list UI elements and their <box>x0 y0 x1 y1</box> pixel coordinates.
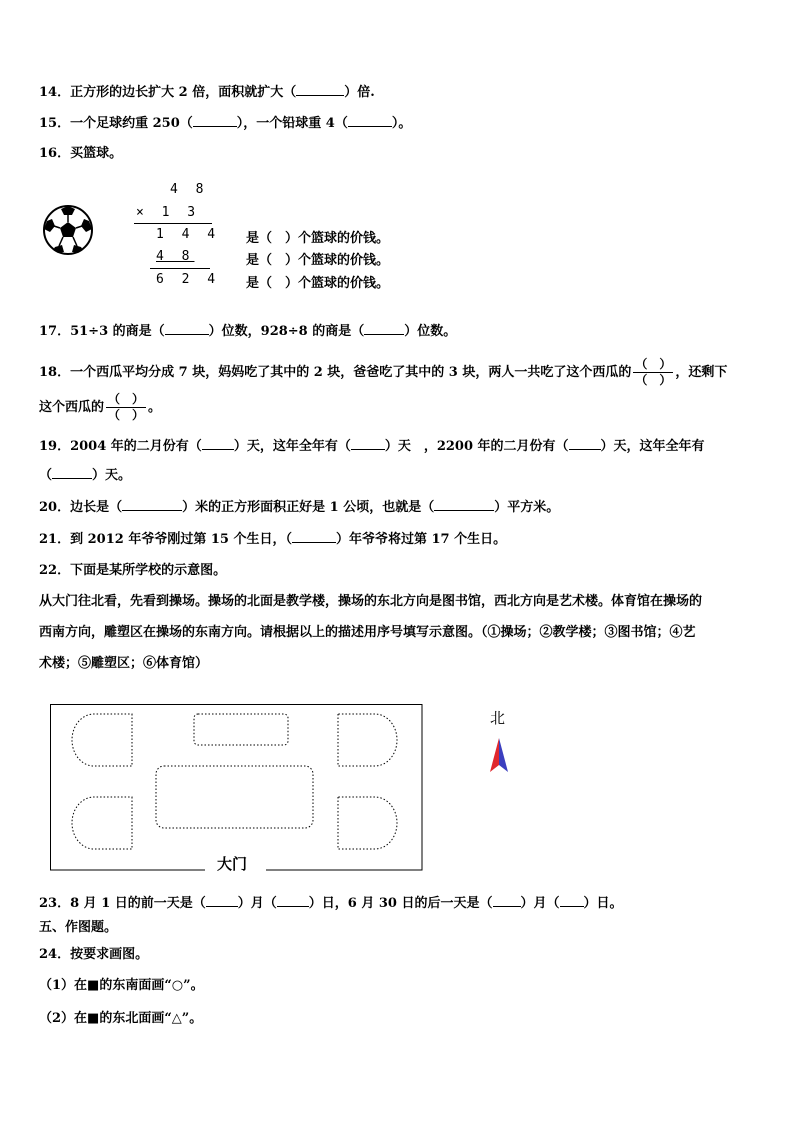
building-southeast-slot <box>338 797 397 849</box>
question-16-title: 16．买篮球。 <box>39 146 123 161</box>
q19-text-f: ）天。 <box>92 468 132 483</box>
answer-blank[interactable] <box>434 498 494 511</box>
answer-blank[interactable] <box>296 83 344 96</box>
section-5-heading: 五、作图题。 <box>39 920 118 935</box>
partial-product-1: 1 4 4 <box>156 227 221 242</box>
fraction-numerator: （ ） <box>108 392 145 406</box>
fraction-denominator: （ ） <box>108 408 145 422</box>
answer-blank[interactable] <box>351 437 385 450</box>
building-southwest-slot <box>72 797 132 849</box>
question-24-title: 24．按要求画图。 <box>39 947 149 962</box>
question-21 <box>39 530 506 549</box>
question-22-desc-2: 西南方向，雕塑区在操场的东南方向。请根据以上的描述用序号填写示意图。（①操场；②教学楼；③图书馆；④艺 <box>39 625 696 640</box>
question-14 <box>39 83 375 102</box>
gate-label: 大门 <box>214 853 250 874</box>
q23-text-a: 23．8 月 1 日的前一天是（ <box>39 896 206 911</box>
q14-text-end: ）倍. <box>344 85 375 100</box>
question-22-desc-1: 从大门往北看，先看到操场。操场的北面是教学楼，操场的东北方向是图书馆，西北方向是艺术楼。体育馆在操场的 <box>39 594 703 609</box>
answer-blank[interactable] <box>560 894 584 907</box>
answer-blank[interactable] <box>277 894 309 907</box>
question-17 <box>39 322 456 341</box>
q19-text-d: ）天，这年全年有 <box>600 439 705 454</box>
building-north-slot <box>194 714 288 745</box>
q18-text-end: 。 <box>148 400 162 415</box>
answer-blank[interactable] <box>202 437 234 450</box>
answer-blank[interactable] <box>193 114 237 127</box>
answer-blank[interactable] <box>364 322 404 335</box>
note-1: 是（ ）个篮球的价钱。 <box>246 231 390 246</box>
soccer-ball-icon <box>42 204 94 256</box>
q23-text-d: ）月（ <box>520 896 560 911</box>
fraction-denominator: （ ） <box>635 373 672 387</box>
product-line <box>134 223 212 224</box>
q20-text: 20．边长是（ <box>39 500 123 515</box>
fraction-blank[interactable] <box>106 392 146 423</box>
answer-blank[interactable] <box>206 894 238 907</box>
q18-text-line2: 这个西瓜的 <box>39 400 105 415</box>
q18-text-mid: ，还剩下 <box>675 365 728 380</box>
q20-text-mid: ）米的正方形面积正好是 1 公顷，也就是（ <box>182 500 435 515</box>
compass-arrow-icon <box>487 736 511 774</box>
sum-line <box>150 268 210 269</box>
q15-text: 15．一个足球约重 250（ <box>39 116 193 131</box>
q17-text-end: ）位数。 <box>404 324 457 339</box>
question-24-part-1: （1）在■的东南面画“○”。 <box>39 978 204 993</box>
answer-blank[interactable] <box>348 114 392 127</box>
q15-text-end: ）。 <box>391 116 412 131</box>
answer-blank[interactable] <box>165 322 209 335</box>
q23-text-c: ）日，6 月 30 日的后一天是（ <box>308 896 493 911</box>
answer-blank[interactable] <box>52 466 92 479</box>
partial-product-2: 4 8 <box>156 249 195 264</box>
question-19-line2 <box>39 466 131 485</box>
school-map <box>50 704 424 872</box>
building-northwest-slot <box>72 714 132 766</box>
note-2: 是（ ）个篮球的价钱。 <box>246 253 390 268</box>
note-3: 是（ ）个篮球的价钱。 <box>246 276 390 291</box>
q23-text-b: ）月（ <box>237 896 277 911</box>
q19-text-c: ）天 ，2200 年的二月份有（ <box>384 439 569 454</box>
q19-text-b: ）天，这年全年有（ <box>233 439 351 454</box>
question-22-desc-3: 术楼；⑤雕塑区；⑥体育馆） <box>39 656 209 671</box>
q17-text-mid: ）位数，928÷8 的商是（ <box>208 324 365 339</box>
multiplicand: 4 8 <box>170 182 209 197</box>
north-label: 北 <box>490 709 506 727</box>
question-23 <box>39 894 623 913</box>
answer-blank[interactable] <box>569 437 601 450</box>
answer-blank[interactable] <box>122 498 182 511</box>
q15-text-mid: ），一个铅球重 4（ <box>236 116 348 131</box>
final-product: 6 2 4 <box>156 272 221 287</box>
fraction-blank[interactable] <box>633 357 673 388</box>
q19-text-a: 19．2004 年的二月份有（ <box>39 439 202 454</box>
answer-blank[interactable] <box>493 894 521 907</box>
fraction-numerator: （ ） <box>635 357 672 371</box>
q19-text-e: （ <box>39 468 53 483</box>
q21-text: 21．到 2012 年爷爷刚过第 15 个生日，（ <box>39 532 292 547</box>
q14-text: 14．正方形的边长扩大 2 倍，面积就扩大（ <box>39 85 297 100</box>
q21-text-end: ）年爷爷将过第 17 个生日。 <box>335 532 507 547</box>
question-18-line1 <box>39 357 727 388</box>
question-24-part-2: （2）在■的东北面画“△”。 <box>39 1011 203 1026</box>
q17-text: 17．51÷3 的商是（ <box>39 324 165 339</box>
multiplier: × 1 3 <box>136 205 201 220</box>
question-18-line2 <box>39 392 161 423</box>
answer-blank[interactable] <box>292 530 336 543</box>
question-20 <box>39 498 559 517</box>
q18-text: 18．一个西瓜平均分成 7 块，妈妈吃了其中的 2 块，爸爸吃了其中的 3 块，两人一共吃了这个西瓜的 <box>39 365 632 380</box>
building-northeast-slot <box>338 714 397 766</box>
q20-text-end: ）平方米。 <box>494 500 560 515</box>
question-15 <box>39 114 411 133</box>
question-22-title: 22．下面是某所学校的示意图。 <box>39 563 227 578</box>
playground-slot <box>156 766 313 828</box>
question-19-line1 <box>39 437 705 456</box>
q23-text-e: ）日。 <box>583 896 623 911</box>
